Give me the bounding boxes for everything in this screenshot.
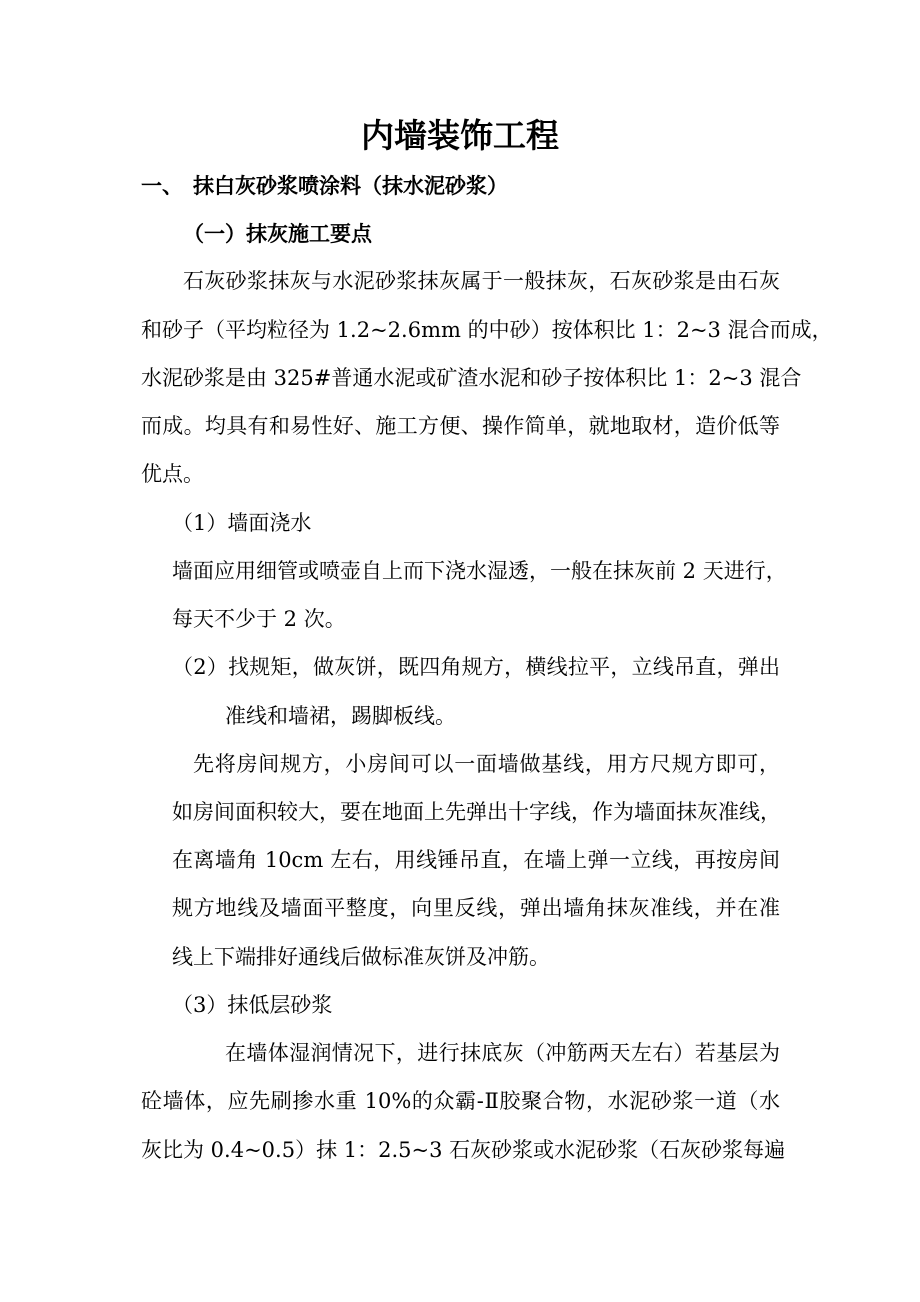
paragraph-line: 灰比为 0.4~0.5）抹 1：2.5~3 石灰砂浆或水泥砂浆（石灰砂浆每遍 xyxy=(141,1138,786,1162)
paragraph-line: 线上下端排好通线后做标准灰饼及冲筋。 xyxy=(172,945,550,969)
section-number: 一、 xyxy=(141,173,183,198)
paragraph-line: 在墙体湿润情况下，进行抹底灰（冲筋两天左右）若基层为 xyxy=(225,1041,780,1065)
document-title: 内墙装饰工程 xyxy=(361,116,559,155)
paragraph-line: 砼墙体，应先刷掺水重 10%的众霸-Ⅱ胶聚合物，水泥砂浆一道（水 xyxy=(141,1089,780,1113)
paragraph-line: 先将房间规方，小房间可以一面墙做基线，用方尺规方即可， xyxy=(193,752,780,776)
section-heading: 抹白灰砂浆喷涂料（抹水泥砂浆） xyxy=(193,173,508,198)
step-heading: （3）抹低层砂浆 xyxy=(172,993,333,1017)
paragraph-line: 每天不少于 2 次。 xyxy=(172,607,346,631)
paragraph-line: 和砂子（平均粒径为 1.2~2.6mm 的中砂）按体积比 1：2~3 混合而成， xyxy=(141,318,833,342)
step-heading: （2）找规矩，做灰饼，既四角规方，横线拉平，立线吊直，弹出 xyxy=(172,655,780,679)
paragraph-line: 规方地线及墙面平整度，向里反线，弹出墙角抹灰准线，并在准 xyxy=(172,896,780,920)
paragraph-line: 而成。均具有和易性好、施工方便、操作简单，就地取材，造价低等 xyxy=(141,414,780,438)
paragraph-line: 如房间面积较大，要在地面上先弹出十字线，作为墙面抹灰准线， xyxy=(172,800,781,824)
paragraph-line: 在离墙角 10cm 左右，用线锤吊直，在墙上弹一立线，再按房间 xyxy=(172,848,780,872)
paragraph-line: 墙面应用细管或喷壶自上而下浇水湿透，一般在抹灰前 2 天进行， xyxy=(172,559,787,583)
step-heading: 准线和墙裙，踢脚板线。 xyxy=(225,704,456,728)
paragraph-line: 优点。 xyxy=(141,462,204,486)
step-heading: （1）墙面浇水 xyxy=(172,511,312,535)
subsection-heading: （一）抹灰施工要点 xyxy=(183,221,372,246)
paragraph-line: 水泥砂浆是由 325#普通水泥或矿渣水泥和砂子按体积比 1：2~3 混合 xyxy=(141,366,802,390)
paragraph-line: 石灰砂浆抹灰与水泥砂浆抹灰属于一般抹灰，石灰砂浆是由石灰 xyxy=(183,269,780,293)
